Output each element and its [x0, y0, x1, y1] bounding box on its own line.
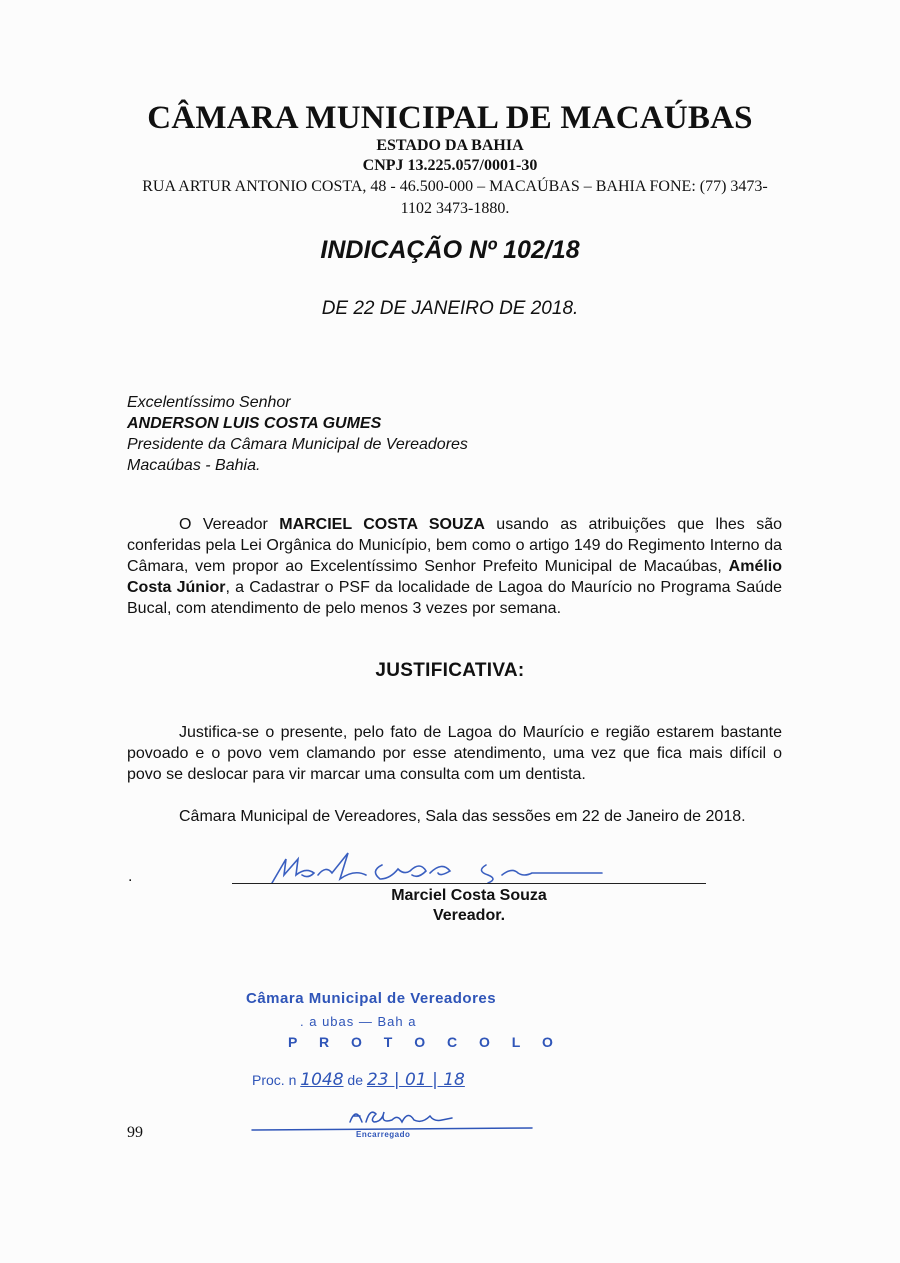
councilor-name: MARCIEL COSTA SOUZA — [279, 516, 485, 533]
stamp-proc-number: 1048 — [300, 1070, 344, 1090]
signatory-role: Vereador. — [432, 907, 506, 924]
chamber-address: RUA ARTUR ANTONIO COSTA, 48 - 46.500-000 – MACAÚBAS – BAHIA FONE: (77) 3473-1102 3473-1880. — [142, 178, 768, 217]
cnpj: CNPJ 13.225.057/0001-30 — [362, 157, 538, 174]
p1-text-c: , a Cadastrar o PSF da localidade de Lagoa do Maurício no Programa Saúde Bucal, com atendimento de pelo menos 3 vezes por semana. — [127, 579, 783, 617]
clerk-signature — [252, 1100, 542, 1134]
stamp-protocol: P R O T O C O L O — [288, 1034, 562, 1050]
closing-paragraph: Câmara Municipal de Vereadores, Sala das sessões em 22 de Janeiro de 2018. — [179, 808, 746, 825]
mayor-name: Amélio Costa Júnior — [127, 558, 782, 596]
addressee-name: ANDERSON LUIS COSTA GUMES — [127, 415, 382, 432]
p1-text-a: O Vereador — [179, 516, 280, 533]
stray-dot: . — [128, 868, 133, 885]
justification-paragraph: Justifica-se o presente, pelo fato de Lagoa do Maurício e região estarem bastante povoado e o povo vem clamando por esse atendimento, uma vez que fica mais difícil o povo se deslocar para vir marcar uma consulta com um dentista. — [127, 724, 782, 783]
proposal-paragraph — [127, 514, 782, 619]
signature-line — [232, 883, 706, 884]
p1-text-b: usando as atribuições que lhes são conferidas pela Lei Orgânica do Município, bem como o artigo 149 do Regimento Interno da Câmara, vem propor ao Excelentíssimo Senhor Prefeito Municipal de Macaúbas, — [127, 516, 783, 575]
stamp-proc-row — [252, 1070, 465, 1090]
stamp-clerk-label: Encarregado — [356, 1130, 411, 1139]
justification-title: JUSTIFICATIVA: — [375, 660, 525, 681]
state-name: ESTADO DA BAHIA — [376, 137, 524, 154]
addressee-block — [127, 392, 468, 476]
indication-date: DE 22 DE JANEIRO DE 2018. — [321, 298, 579, 319]
stamp-city: . a ubas — Bah a — [300, 1014, 417, 1029]
stamp-chamber-name: Câmara Municipal de Vereadores — [246, 990, 497, 1007]
stamp-proc-label: Proc. n — [252, 1072, 297, 1088]
page-number: 99 — [127, 1124, 143, 1141]
signatory-name: Marciel Costa Souza — [391, 887, 547, 904]
addressee-role: Presidente da Câmara Municipal de Vereadores — [127, 436, 468, 453]
salutation: Excelentíssimo Senhor — [127, 394, 291, 411]
addressee-city: Macaúbas - Bahia. — [127, 457, 261, 474]
chamber-title: CÂMARA MUNICIPAL DE MACAÚBAS — [147, 100, 753, 136]
stamp-proc-date: 23 | 01 | 18 — [366, 1070, 465, 1090]
stamp-de-label: de — [347, 1072, 363, 1088]
indication-title: INDICAÇÃO Nº 102/18 — [320, 236, 580, 264]
